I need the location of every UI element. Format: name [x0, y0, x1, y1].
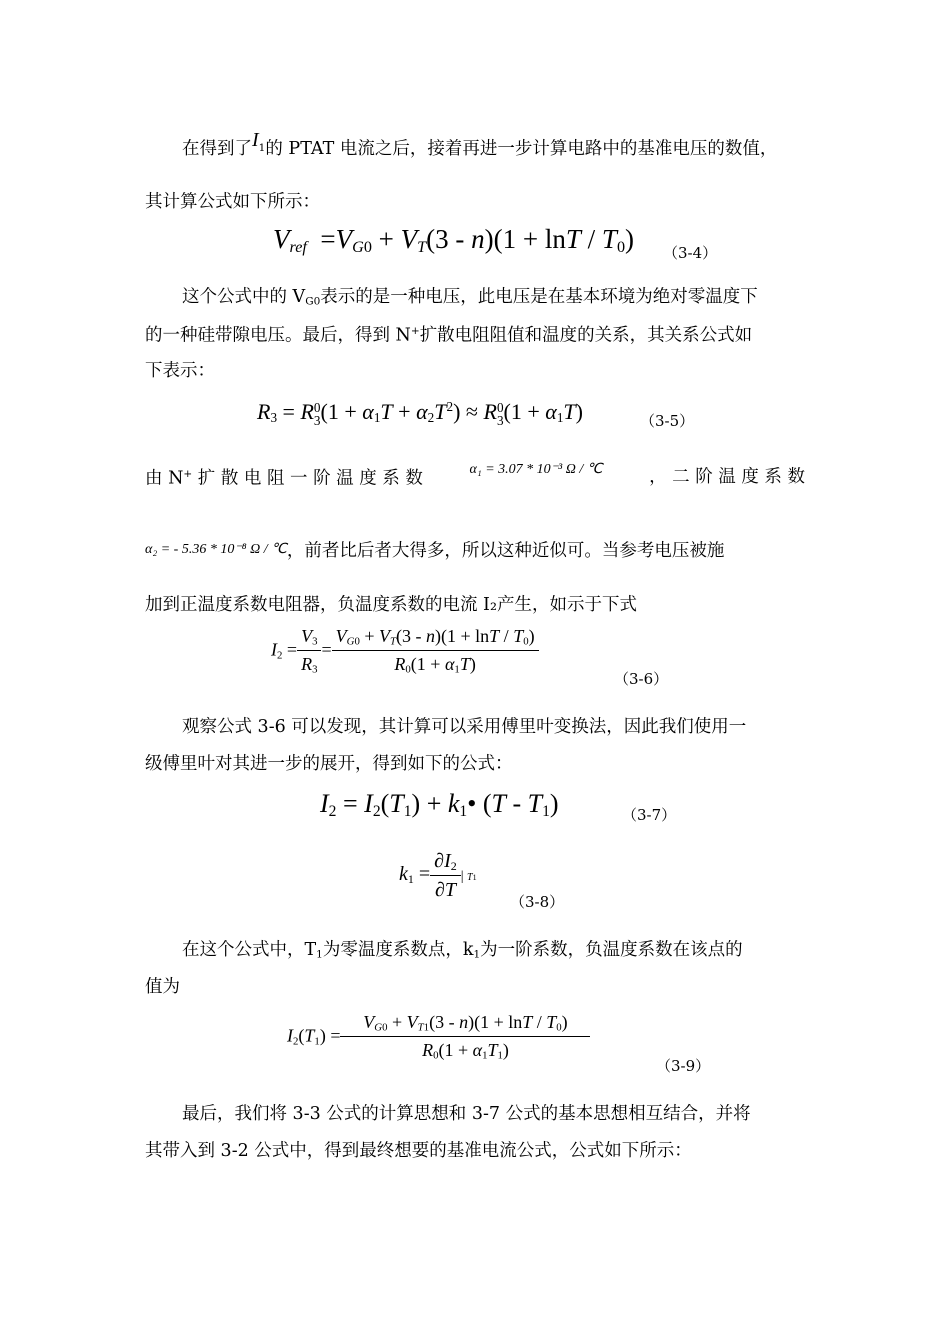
text-line: 观察公式 3-6 可以发现，其计算可以采用傅里叶变换法，因此我们使用一: [182, 717, 747, 737]
inline-sub: 1: [473, 948, 481, 961]
text-line: [182, 129, 778, 159]
equation-number: （3-5）: [640, 412, 695, 430]
text-line: [182, 289, 758, 307]
inline-sub: 1: [316, 948, 323, 961]
equation-3-4: $V_{ref} =V_{G0} + V_T(3 - n)(1 + \ln T / T_0)$: [273, 224, 635, 257]
text-span: 在得到了: [182, 139, 252, 159]
text-line: [145, 543, 724, 561]
inline-var: I: [252, 129, 259, 151]
text-line: 最后，我们将 3-3 公式的计算思想和 3-7 公式的基本思想相互结合，并将: [182, 1104, 751, 1124]
text-line: [145, 462, 805, 489]
inline-math-alpha1: α₁ = 3.07 * 10⁻³ Ω / ℃: [469, 462, 603, 477]
text-line: 其带入到 3-2 公式中，得到最终想要的基准电流公式，公式如下所示：: [145, 1141, 692, 1161]
text-span: 在这个公式中，T: [182, 940, 317, 960]
text-span: 为一阶系数，负温度系数在该点的: [480, 940, 743, 960]
text-line: [182, 942, 743, 960]
equation-3-6: $I_2$ = $\frac{V_3}{R_3}$ = $\frac{V_{G0} + V_T(3 - n)(1 + \ln T / T_0)}{R_0(1 + \alpha_1T)}$: [271, 627, 539, 676]
text-span: ，前者比后者大得多，所以这种近似可。当参考电压被施: [286, 541, 725, 561]
equation-3-8: $k_1$ = $\frac{\partial I_2}{\partial T}$ | T1: [399, 850, 477, 901]
text-line: 级傅里叶对其进一步的展开，得到如下的公式：: [145, 754, 513, 774]
text-line: [145, 326, 752, 345]
text-line: 加到正温度系数电阻器，负温度系数的电流 I₂产生，如示于下式: [145, 595, 637, 615]
equation-number: （3-8）: [510, 893, 565, 911]
text-span: 的一种硅带隙电压。最后，得到 N: [145, 325, 411, 346]
inline-sup: +: [183, 468, 193, 480]
equation-3-9: $I_2(T_1)$ = $\frac{V_{G0} + V_{T1}(3 - n)(1 + \ln T / T_0)}{R_0(1 + \alpha_1T_1)}$: [287, 1013, 590, 1062]
text-line: 值为: [145, 977, 180, 997]
equation-3-5: $R_3 = R$ 0 3 $(1 + \alpha_1T + \alpha_2T^2) \approx R$ 0 3 $(1 + \alpha_1T)$: [257, 398, 583, 428]
equation-number: （3-4）: [663, 244, 718, 262]
inline-math-alpha2: α₂ = - 5.36 * 10⁻⁸ Ω / ℃: [145, 542, 287, 557]
equation-number: （3-6）: [614, 670, 669, 688]
equation-number: （3-7）: [622, 806, 677, 824]
text-span: 由 N: [145, 468, 184, 489]
text-line: 其计算公式如下所示：: [145, 192, 320, 212]
text-span: 的 PTAT 电流之后，接着再进一步计算电路中的基准电压的数值，: [265, 139, 778, 159]
text-span: ， 二 阶 温 度 系 数: [649, 467, 805, 487]
inline-sub: 1: [258, 141, 266, 154]
equation-number: （3-9）: [656, 1057, 711, 1075]
text-span: 为零温度系数点，k: [322, 940, 474, 960]
text-span: 扩散电阻阻值和温度的关系，其关系公式如: [419, 325, 753, 346]
text-span: 这个公式中的 V: [182, 287, 306, 307]
text-span: 表示的是一种电压，此电压是在基本环境为绝对零温度下: [320, 287, 758, 307]
inline-sup: +: [410, 325, 420, 337]
text-line: 下表示：: [145, 361, 215, 381]
inline-sub: G0: [305, 295, 321, 308]
equation-3-7: $I_2 = I_2(T_1)$ + $k_1•$ $(T - T_1)$: [320, 789, 559, 820]
text-span: 扩 散 电 阻 一 阶 温 度 系 数: [197, 468, 423, 489]
